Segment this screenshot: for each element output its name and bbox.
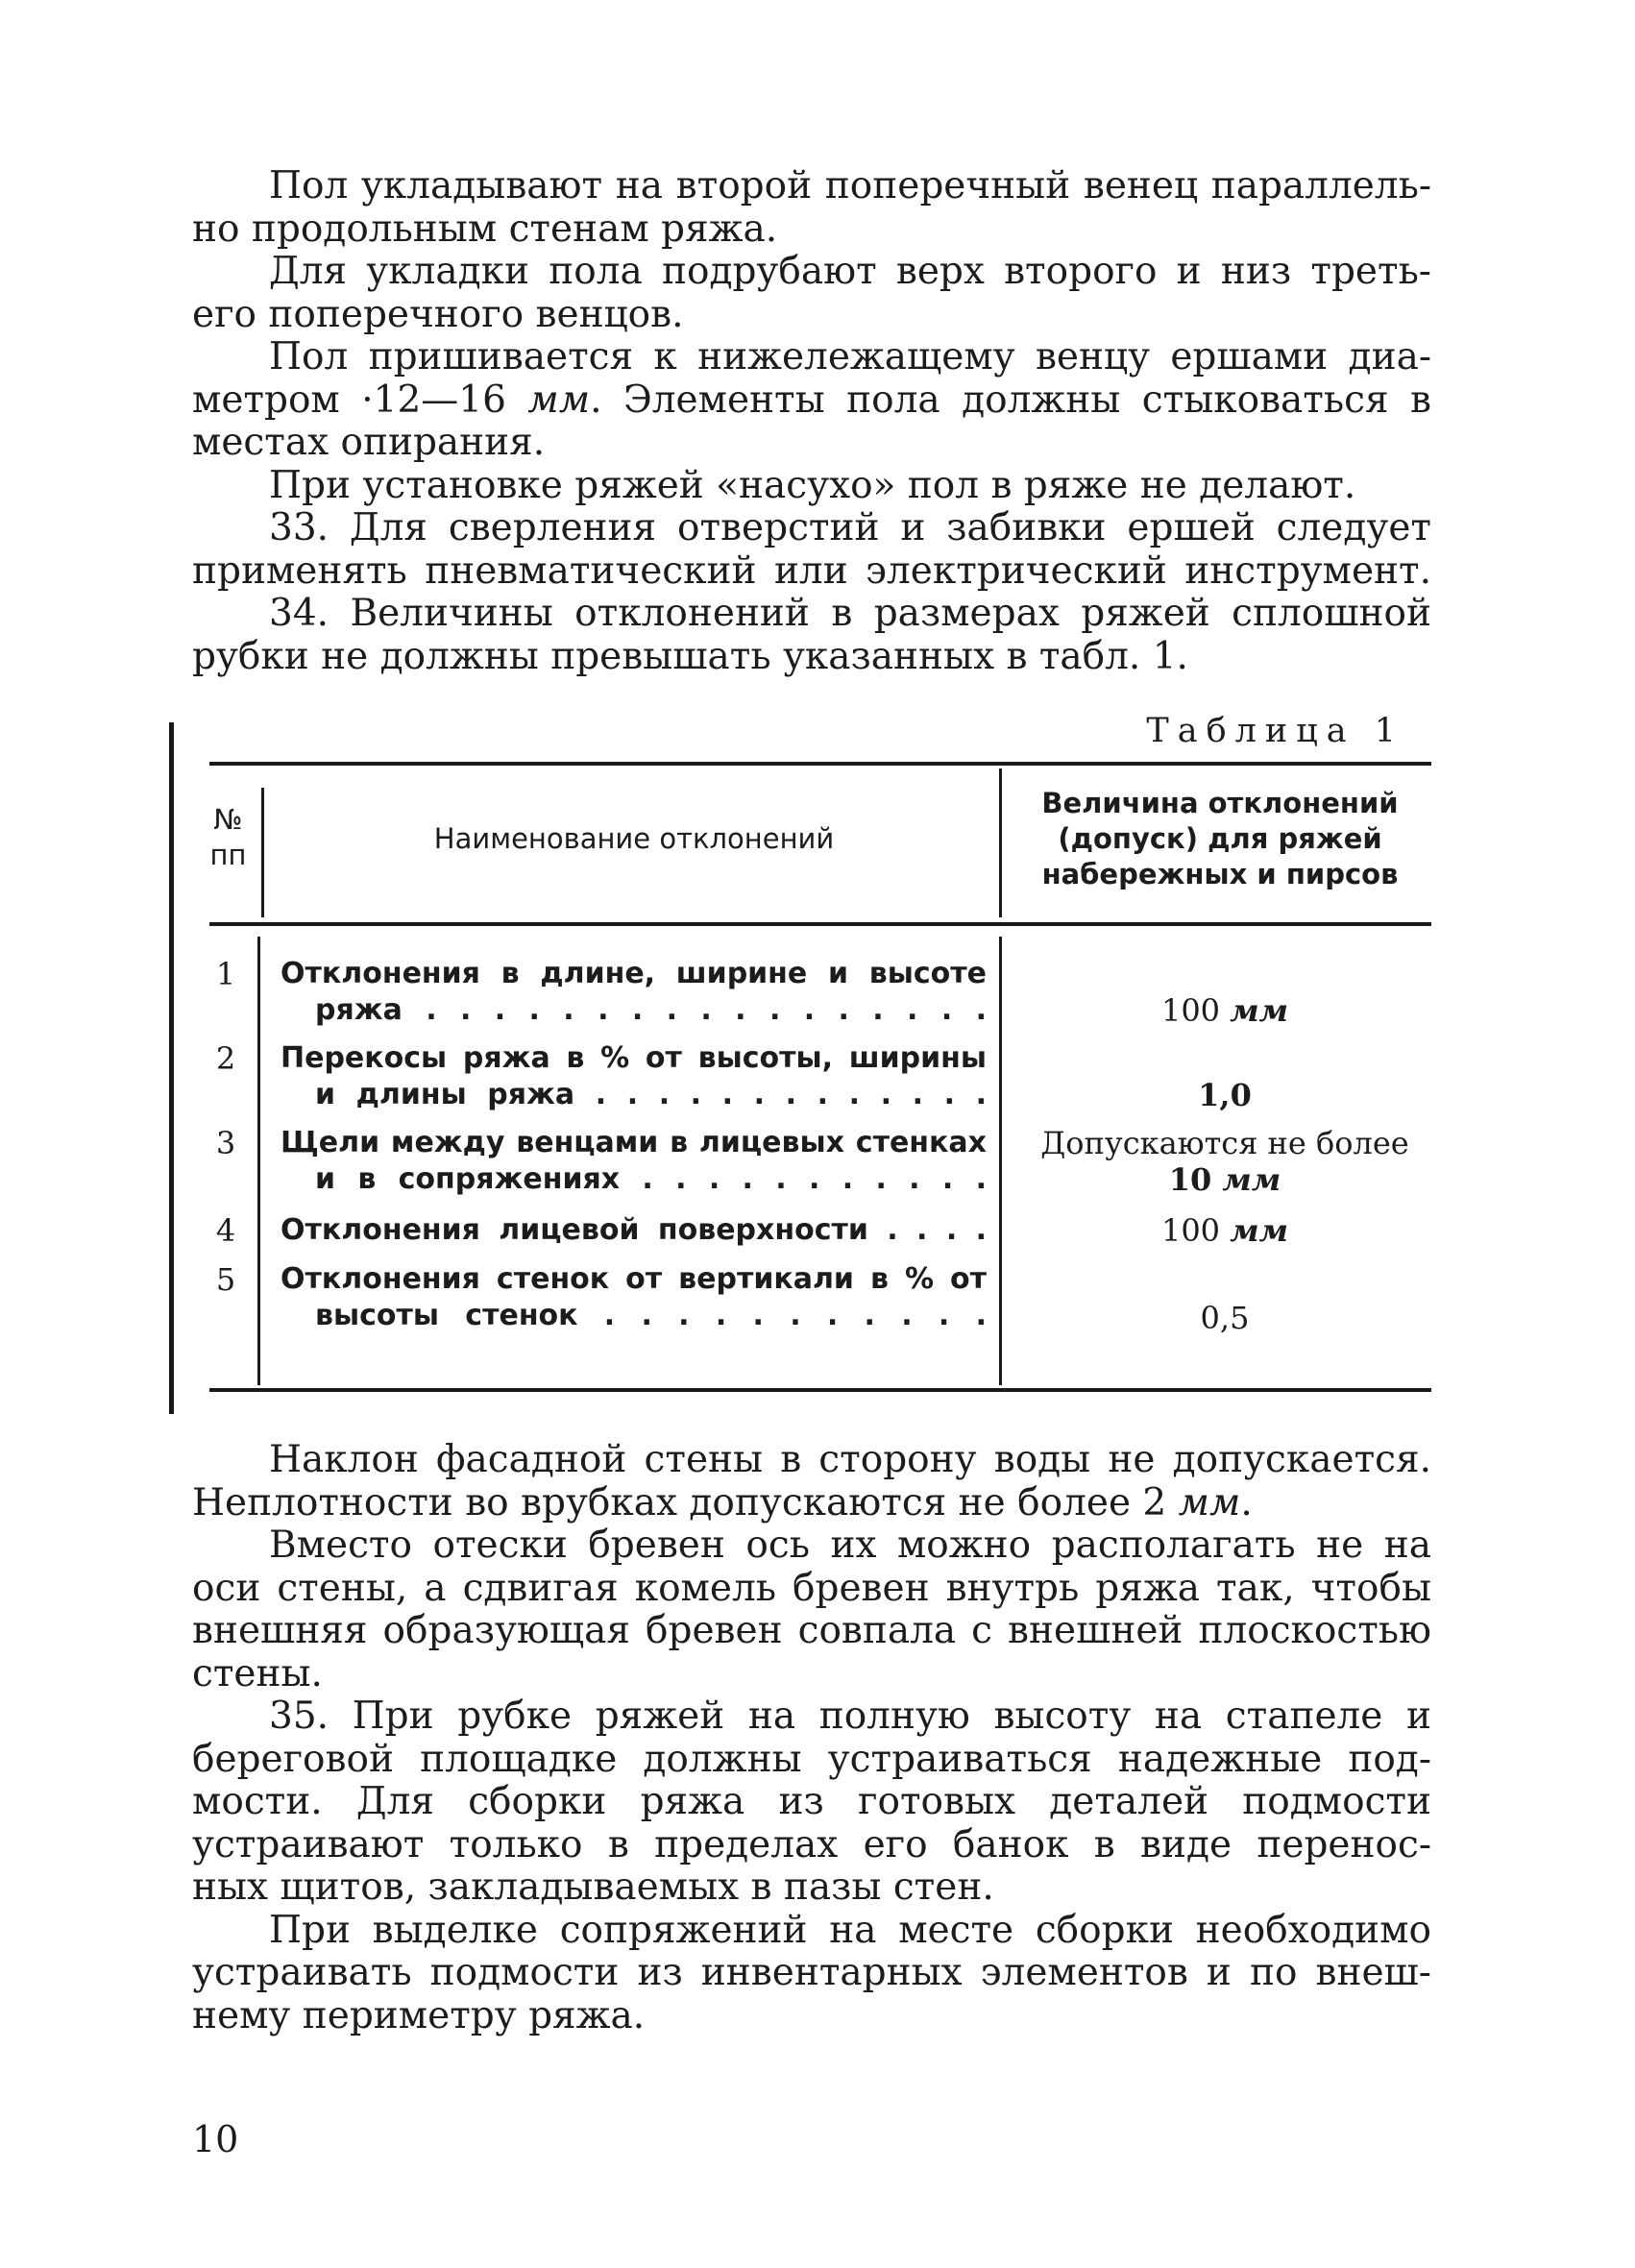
text-line: применять пневматический или электрический инструмент.	[192, 549, 1431, 593]
table-bottom-rule	[209, 1388, 1431, 1392]
text-line: 35. При рубке ряжей на полную высоту на стапеле и	[269, 1695, 1431, 1738]
header-value	[1009, 786, 1431, 892]
unit-label: мм	[527, 378, 591, 422]
text-line: мости. Для сборки ряжа из готовых деталей подмости	[192, 1780, 1431, 1823]
text-line: рубки не должны превышать указанных в табл. 1.	[192, 634, 1188, 678]
text-line: устраивать подмости из инвентарных элементов и по внеш-	[192, 1951, 1431, 1994]
text-line: его поперечного венцов.	[192, 292, 684, 336]
margin-bar	[169, 722, 174, 1414]
text-line: 33. Для сверления отверстий и забивки ершей следует	[269, 506, 1431, 549]
row-name	[281, 1261, 987, 1334]
row-name	[281, 1125, 987, 1198]
paragraph-floor-placement	[192, 165, 1431, 251]
paragraph-floor-fastening	[192, 336, 1431, 465]
row-value	[1018, 1125, 1431, 1198]
paragraph-dry-installation	[192, 465, 1431, 508]
text-line: стены.	[192, 1651, 323, 1695]
paragraph-item-34	[192, 593, 1431, 678]
table-header-rule	[209, 922, 1431, 926]
row-number: 1	[215, 956, 236, 992]
text-line: нему периметру ряжа.	[192, 1993, 646, 2037]
row-name-line: Отклонения лицевой поверхности . . . .	[281, 1213, 987, 1247]
text-line: местах опирания.	[192, 421, 546, 464]
row-name-line: и длины ряжа . . . . . . . . . . . . .	[315, 1078, 987, 1111]
header-number-line: пп	[209, 839, 247, 871]
table-column-divider	[999, 768, 1002, 917]
row-value-line: 10 мм	[1168, 1161, 1281, 1198]
text-line: При установке ряжей «насухо» пол в ряже не делают.	[269, 463, 1356, 507]
row-number: 2	[215, 1040, 236, 1077]
row-number: 5	[215, 1261, 236, 1298]
text-line: Пол укладывают на второй поперечный венец параллель-	[269, 164, 1431, 207]
unit-label: мм	[1222, 1161, 1281, 1198]
row-value	[1018, 992, 1431, 1029]
page-number: 10	[192, 2118, 239, 2160]
text-line: Пол пришивается к нижележащему венцу ершами диа-	[269, 335, 1431, 378]
row-value	[1018, 1300, 1431, 1336]
text-line: Наклон фасадной стены в сторону воды не допускается.	[269, 1438, 1431, 1481]
row-name-line: Щели между венцами в лицевых стенках	[281, 1126, 987, 1159]
text-line: Для укладки пола подрубают верх второго и низ треть-	[269, 250, 1431, 293]
text-line: береговой площадке должны устраиваться надежные под-	[192, 1737, 1431, 1781]
header-number	[202, 802, 255, 873]
text-line: 34. Величины отклонений в размерах ряжей сплошной	[269, 592, 1431, 635]
row-number: 3	[215, 1125, 236, 1161]
row-number: 4	[215, 1212, 236, 1249]
table-column-divider	[999, 937, 1002, 1385]
text-line: ных щитов, закладываемых в пазы стен.	[192, 1866, 994, 1909]
row-value-line: 100 мм	[1160, 992, 1289, 1029]
row-name-line: и в сопряжениях . . . . . . . . . . .	[315, 1162, 987, 1196]
text-line: метром ·12—16 мм. Элементы пола должны стыковаться в	[192, 378, 1431, 422]
row-name-line: Отклонения стенок от вертикали в % от	[281, 1262, 987, 1296]
top-text	[192, 165, 1431, 678]
paragraph-scaffolding	[192, 1910, 1431, 2038]
table-top-rule	[209, 762, 1431, 766]
row-value-line: Допускаются не более	[1040, 1125, 1409, 1161]
row-name	[281, 1212, 987, 1249]
paragraph-facade-slope	[192, 1439, 1431, 1524]
row-value	[1018, 1212, 1431, 1249]
row-name-line: ряжа . . . . . . . . . . . . . . . . .	[315, 993, 987, 1027]
row-value-line: 100 мм	[1160, 1212, 1289, 1249]
text-line: оси стены, а сдвигая комель бревен внутрь ряжа так, чтобы	[192, 1566, 1431, 1610]
bottom-text	[192, 1439, 1431, 2037]
text-line: При выделке сопряжений на месте сборки необходимо	[269, 1908, 1431, 1952]
row-name-line: Перекосы ряжа в % от высоты, ширины	[281, 1041, 987, 1075]
unit-label: мм	[1230, 992, 1289, 1029]
header-value-line: набережных и пирсов	[1041, 858, 1399, 890]
text-line: Неплотности во врубках допускаются не более 2 мм.	[192, 1480, 1253, 1524]
text-line: но продольным стенам ряжа.	[192, 207, 778, 251]
header-value-line: Величина отклонений	[1041, 787, 1399, 819]
table-column-divider	[261, 788, 264, 917]
row-name	[281, 1040, 987, 1113]
row-value-line: 1,0	[1198, 1077, 1252, 1113]
paragraph-item-35	[192, 1695, 1431, 1910]
row-value	[1018, 1077, 1431, 1113]
row-value-line: 0,5	[1200, 1300, 1250, 1336]
header-name: Наименование отклонений	[433, 822, 835, 855]
paragraph-item-33	[192, 507, 1431, 593]
row-name-line: высоты стенок . . . . . . . . . . .	[315, 1299, 987, 1332]
paragraph-log-axis	[192, 1524, 1431, 1695]
unit-label: мм	[1178, 1480, 1241, 1524]
row-name-line: Отклонения в длине, ширине и высоте	[281, 957, 987, 990]
paragraph-floor-cutting	[192, 251, 1431, 336]
table-caption: Таблица 1	[1146, 712, 1404, 750]
unit-label: мм	[1230, 1212, 1289, 1249]
header-number-line: №	[213, 803, 243, 836]
text-line: Вместо отески бревен ось их можно располагать не на	[269, 1524, 1431, 1567]
row-name	[281, 956, 987, 1029]
table-column-divider	[257, 937, 260, 1385]
text-line: устраивают только в пределах его банок в виде перенос-	[192, 1822, 1431, 1866]
header-value-line: (допуск) для ряжей	[1058, 822, 1382, 855]
text-line: внешняя образующая бревен совпала с внешней плоскостью	[192, 1609, 1431, 1652]
